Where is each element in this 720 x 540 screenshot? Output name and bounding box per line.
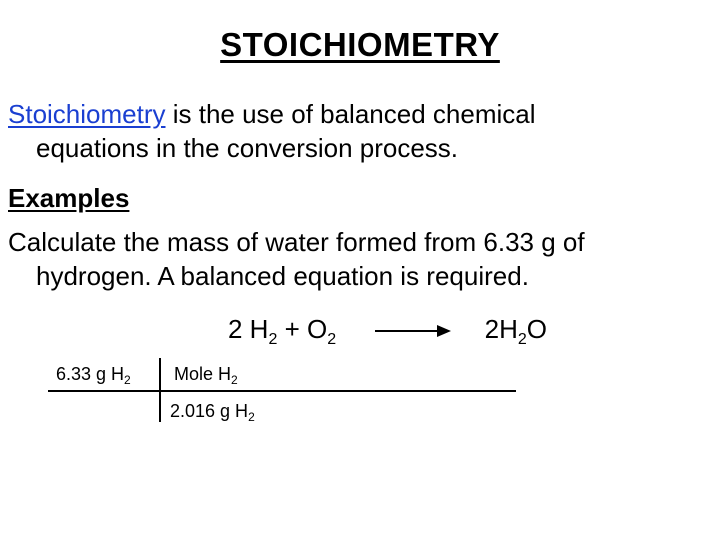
definition-line-2: equations in the conversion process.: [36, 133, 459, 163]
product-h2o: $2H_2O$: [484, 314, 547, 348]
definition-paragraph: [8, 97, 708, 165]
term-stoichiometry: Stoichiometry: [8, 99, 166, 129]
definition-text: is the use of balanced chemical: [165, 99, 536, 129]
conversion-numerator: Mole $H_2$: [174, 364, 238, 387]
examples-heading: Examples: [8, 183, 130, 213]
problem-paragraph: [8, 225, 708, 293]
conversion-denominator: 2.016 g $H_2$: [170, 401, 255, 424]
problem-line-2: hydrogen. A balanced equation is required.: [36, 261, 529, 291]
reactant-o2: + $O_2$: [277, 314, 337, 348]
problem-line-1: Calculate the mass of water formed from 6.33 g of: [8, 227, 585, 257]
reaction-arrow-icon: [375, 321, 451, 341]
slide-title: STOICHIOMETRY: [220, 26, 500, 63]
reactant-h2: 2 $H_2$: [228, 314, 278, 348]
balanced-equation: [228, 312, 547, 346]
fraction-horizontal-divider: [48, 390, 516, 392]
given-quantity: 6.33 g $H_2$: [56, 364, 131, 387]
